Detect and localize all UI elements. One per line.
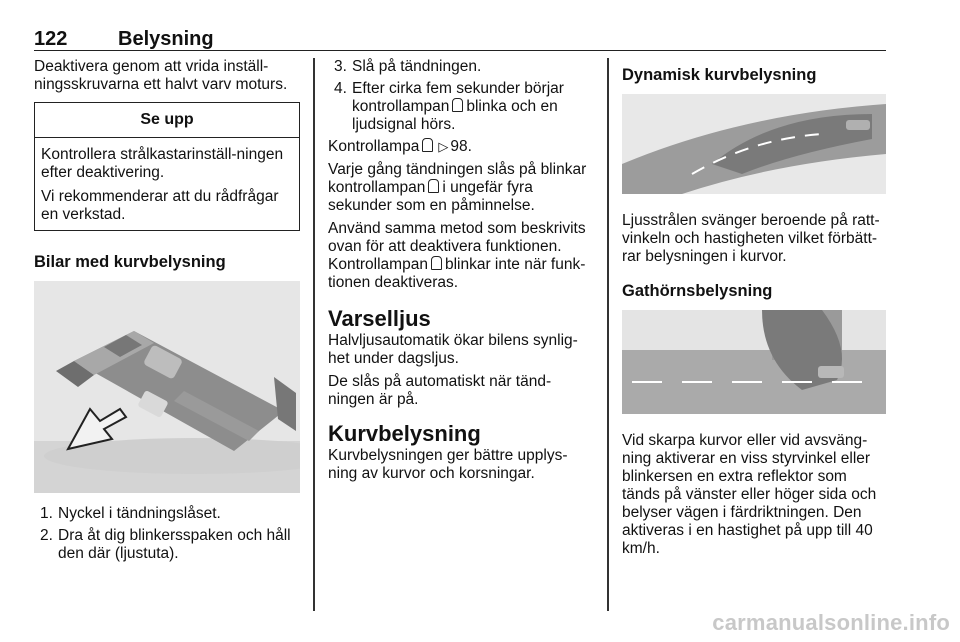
page-header xyxy=(34,24,886,51)
steps-list xyxy=(328,58,593,134)
caution-text: Kontrollera strålkastarinställ-ningen efter deaktivering. xyxy=(41,146,284,181)
paragraph: Vid skarpa kurvor eller vid avsväng-ning aktiverar en viss styrvinkel eller blinkersen en extra reflektor som tänds på vänster eller höger sida och belyser vägen i färdriktningen. Den aktiveras i en hastighet på upp till 40 km/h. xyxy=(622,432,877,557)
caution-title: Se upp xyxy=(35,103,299,138)
column-divider xyxy=(313,58,315,611)
chapter-title: Belysning xyxy=(118,28,214,50)
caution-box xyxy=(34,102,300,231)
section-heading: Gathörnsbelysning xyxy=(622,282,773,300)
paragraph: Kontrollampa ▷ 98. xyxy=(328,138,472,155)
caution-text: Vi rekommenderar att du rådfrågar en verkstad. xyxy=(41,188,279,223)
column-1 xyxy=(34,58,300,567)
page-reference-icon: ▷ xyxy=(438,139,449,154)
paragraph: Ljusstrålen svänger beroende på ratt-vinkeln och hastigheten vilket förbätt-rar belysningen i kurvor. xyxy=(622,212,880,265)
paragraph: De slås på automatiskt när tänd-ningen är på. xyxy=(328,373,552,408)
paragraph: Kurvbelysningen ger bättre upplys-ning av kurvor och korsningar. xyxy=(328,447,568,482)
control-lamp-icon xyxy=(428,179,439,193)
steps-list xyxy=(34,505,300,563)
column-divider xyxy=(607,58,609,611)
page-number: 122 xyxy=(34,28,68,50)
control-lamp-icon xyxy=(452,98,463,112)
intro-paragraph: Deaktivera genom att vrida inställ-ningsskruvarna ett halvt varv moturs. xyxy=(34,58,288,93)
paragraph: Varje gång tändningen slås på blinkar kontrollampan i ungefär fyra sekunder som en påminnelse. xyxy=(328,161,587,214)
section-heading: Varselljus xyxy=(328,306,431,331)
column-3 xyxy=(622,58,886,563)
control-lamp-icon xyxy=(431,256,442,270)
list-item: 3. Slå på tändningen. xyxy=(334,58,482,75)
dynamic-bend-light-illustration xyxy=(622,94,886,194)
section-heading: Kurvbelysning xyxy=(328,421,481,446)
list-item: 4. Efter cirka fem sekunder börjar kontrollampan blinka och en ljudsignal hörs. xyxy=(334,80,564,133)
watermark: carmanualsonline.info xyxy=(712,610,950,635)
control-lamp-icon xyxy=(422,138,433,152)
column-2 xyxy=(328,58,593,488)
stalk-illustration xyxy=(34,281,300,493)
paragraph: Halvljusautomatik ökar bilens synlig-het under dagsljus. xyxy=(328,332,578,367)
section-heading: Dynamisk kurvbelysning xyxy=(622,66,817,84)
list-item: 1. Nyckel i tändningslåset. xyxy=(40,505,221,522)
paragraph: Använd samma metod som beskrivits ovan för att deaktivera funktionen. Kontrollampan blinkar inte när funk-tionen deaktiveras. xyxy=(328,220,586,291)
section-heading: Bilar med kurvbelysning xyxy=(34,253,226,271)
list-item: 2. Dra åt dig blinkersspaken och håll den där (ljustuta). xyxy=(40,527,291,562)
cornering-light-illustration xyxy=(622,310,886,414)
